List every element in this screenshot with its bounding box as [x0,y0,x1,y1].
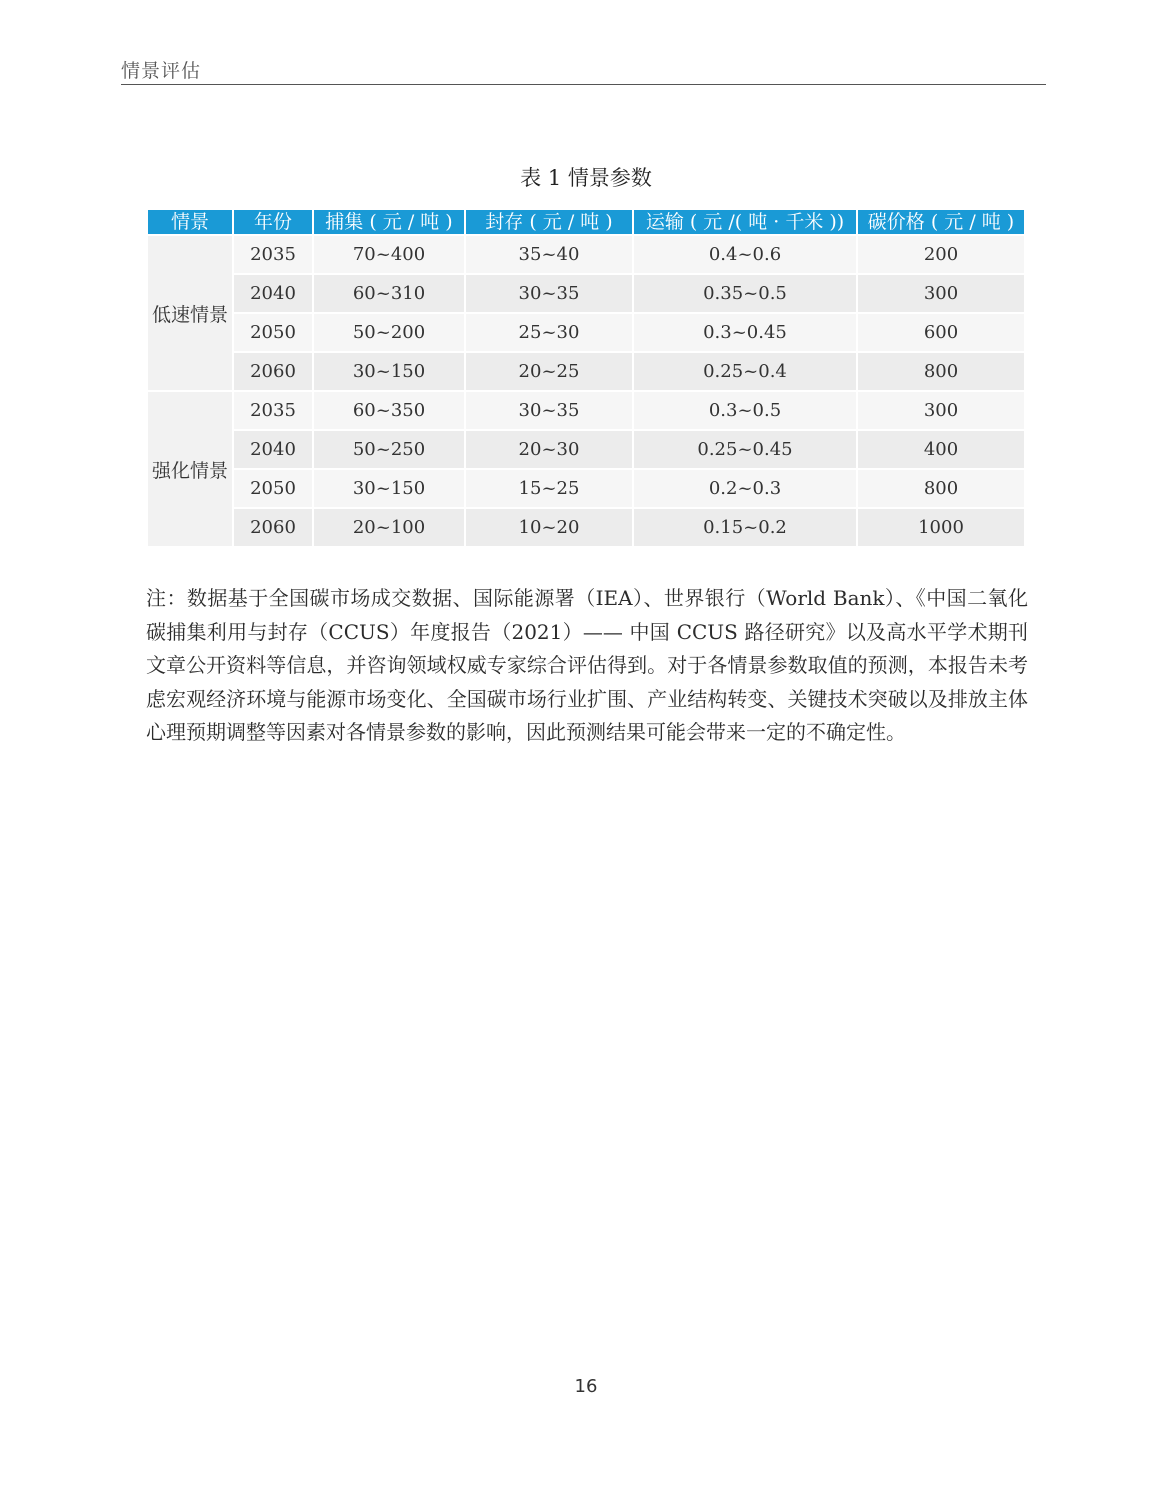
cell-capture: 60~310 [314,273,464,312]
cell-capture: 50~250 [314,429,464,468]
scenario-parameter-table [146,210,1026,546]
cell-carbon-price: 300 [858,390,1024,429]
table-row [148,312,1024,351]
column-header-scenario: 情景 [148,210,232,234]
cell-year: 2060 [234,507,312,546]
page-number: 16 [574,1376,598,1397]
header-rule [121,84,1046,85]
table-row [148,468,1024,507]
cell-carbon-price: 1000 [858,507,1024,546]
cell-transport: 0.3~0.5 [634,390,856,429]
cell-capture: 70~400 [314,234,464,273]
table-row [148,234,1024,273]
cell-transport: 0.35~0.5 [634,273,856,312]
cell-storage: 30~35 [466,273,632,312]
cell-year: 2035 [234,390,312,429]
column-header-carbon-price: 碳价格 ( 元 / 吨 ) [858,210,1024,234]
scenario-group-label: 低速情景 [148,234,232,390]
column-header-year: 年份 [234,210,312,234]
cell-storage: 25~30 [466,312,632,351]
cell-year: 2035 [234,234,312,273]
table-caption: 表 1 情景参数 [520,166,652,190]
cell-transport: 0.4~0.6 [634,234,856,273]
column-header-transport: 运输 ( 元 /( 吨 · 千米 )) [634,210,856,234]
table-row [148,351,1024,390]
column-header-capture: 捕集 ( 元 / 吨 ) [314,210,464,234]
cell-capture: 50~200 [314,312,464,351]
cell-carbon-price: 800 [858,468,1024,507]
cell-storage: 30~35 [466,390,632,429]
cell-year: 2060 [234,351,312,390]
cell-year: 2050 [234,468,312,507]
table-note: 注：数据基于全国碳市场成交数据、国际能源署（IEA）、世界银行（World Bank）、《中国二氧化碳捕集利用与封存（CCUS）年度报告（2021）—— 中国 CCUS 路径研究》以及高水平学术期刊文章公开资料等信息，并咨询领域权威专家综合评估得到。对于各情景参数取值的预测，本报告未考虑宏观经济环境与能源市场变化、全国碳市场行业扩围、产业结构转变、关键技术突破以及排放主体心理预期调整等因素对各情景参数的影响，因此预测结果可能会带来一定的不确定性。 [146,586,1028,744]
cell-transport: 0.25~0.45 [634,429,856,468]
cell-storage: 15~25 [466,468,632,507]
cell-transport: 0.15~0.2 [634,507,856,546]
cell-capture: 20~100 [314,507,464,546]
cell-transport: 0.2~0.3 [634,468,856,507]
cell-carbon-price: 400 [858,429,1024,468]
table-row [148,507,1024,546]
scenario-group-label: 强化情景 [148,390,232,546]
cell-storage: 10~20 [466,507,632,546]
cell-carbon-price: 200 [858,234,1024,273]
cell-year: 2040 [234,429,312,468]
cell-transport: 0.3~0.45 [634,312,856,351]
cell-carbon-price: 600 [858,312,1024,351]
cell-capture: 60~350 [314,390,464,429]
cell-transport: 0.25~0.4 [634,351,856,390]
cell-carbon-price: 300 [858,273,1024,312]
cell-carbon-price: 800 [858,351,1024,390]
table-row [148,273,1024,312]
table-header-row [148,210,1024,234]
cell-year: 2050 [234,312,312,351]
cell-storage: 20~30 [466,429,632,468]
cell-year: 2040 [234,273,312,312]
cell-storage: 35~40 [466,234,632,273]
table-row [148,429,1024,468]
running-header: 情景评估 [121,60,202,82]
table-row [148,390,1024,429]
cell-capture: 30~150 [314,468,464,507]
cell-storage: 20~25 [466,351,632,390]
column-header-storage: 封存 ( 元 / 吨 ) [466,210,632,234]
cell-capture: 30~150 [314,351,464,390]
